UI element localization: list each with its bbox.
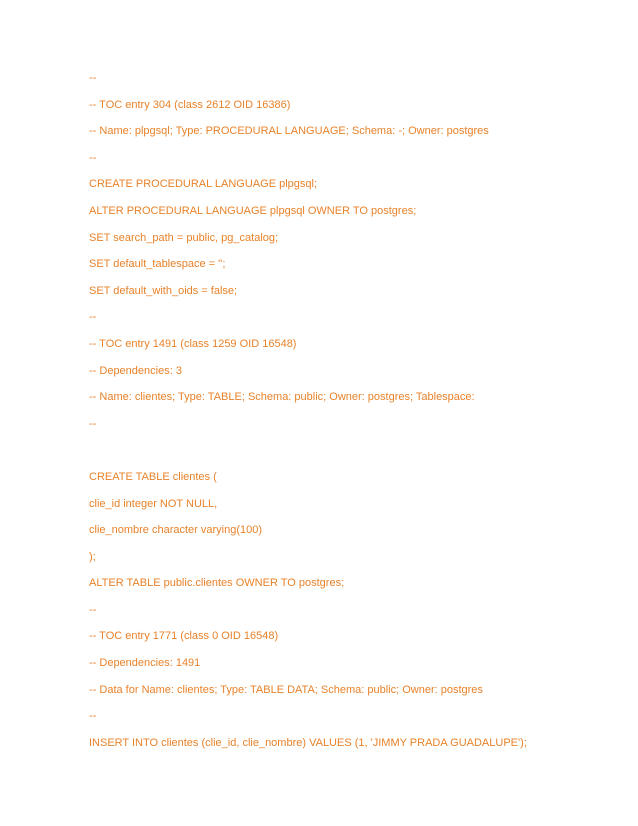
column-definition: clie_id integer NOT NULL,: [89, 497, 218, 510]
toc-entry-comment: -- TOC entry 1491 (class 1259 OID 16548): [89, 337, 297, 350]
name-comment: -- Name: plpgsql; Type: PROCEDURAL LANGUAGE; Schema: -; Owner: postgres: [89, 125, 489, 138]
set-oids-statement: SET default_with_oids = false;: [89, 284, 238, 297]
create-table-close: );: [89, 550, 96, 563]
comment-separator: --: [89, 603, 97, 616]
column-definition: clie_nombre character varying(100): [89, 524, 263, 537]
alter-language-statement: ALTER PROCEDURAL LANGUAGE plpgsql OWNER TO postgres;: [89, 204, 417, 217]
dependencies-comment: -- Dependencies: 3: [89, 364, 182, 377]
insert-statement: INSERT INTO clientes (clie_id, clie_nombre) VALUES (1, 'JIMMY PRADA GUADALUPE');: [89, 736, 527, 749]
comment-separator: --: [89, 151, 97, 164]
comment-separator: --: [89, 311, 97, 324]
create-language-statement: CREATE PROCEDURAL LANGUAGE plpgsql;: [89, 178, 318, 191]
set-search-path-statement: SET search_path = public, pg_catalog;: [89, 231, 279, 244]
toc-entry-comment: -- TOC entry 304 (class 2612 OID 16386): [89, 98, 291, 111]
toc-entry-comment: -- TOC entry 1771 (class 0 OID 16548): [89, 630, 279, 643]
data-for-comment: -- Data for Name: clientes; Type: TABLE DATA; Schema: public; Owner: postgres: [89, 683, 483, 696]
comment-separator: --: [89, 72, 97, 84]
comment-separator: --: [89, 710, 97, 723]
sql-dump-text: [89, 72, 619, 763]
create-table-statement: CREATE TABLE clientes (: [89, 470, 217, 483]
comment-separator: --: [89, 417, 97, 430]
dependencies-comment: -- Dependencies: 1491: [89, 657, 201, 670]
name-comment: -- Name: clientes; Type: TABLE; Schema: public; Owner: postgres; Tablespace:: [89, 391, 475, 404]
set-tablespace-statement: SET default_tablespace = '';: [89, 258, 226, 271]
alter-table-statement: ALTER TABLE public.clientes OWNER TO postgres;: [89, 577, 345, 590]
